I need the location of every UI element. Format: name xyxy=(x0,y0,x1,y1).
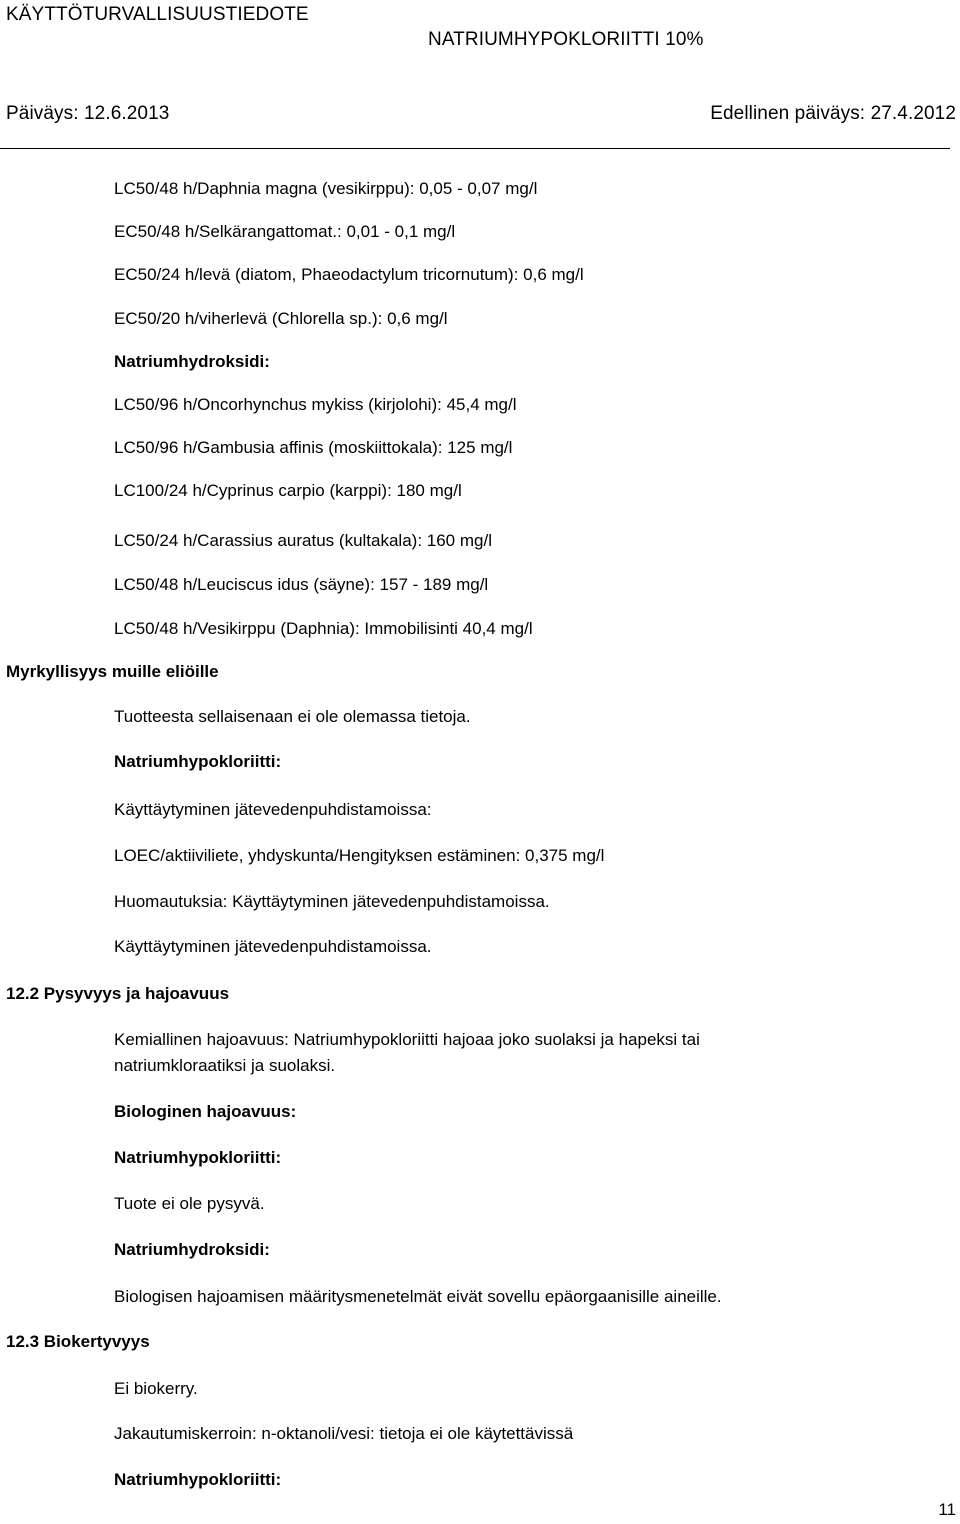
header-divider xyxy=(0,148,950,149)
substance-heading: Natriumhypokloriitti: xyxy=(114,1470,282,1489)
data-line: LC50/24 h/Carassius auratus (kultakala): 160 mg/l xyxy=(114,531,492,550)
data-line: Käyttäytyminen jätevedenpuhdistamoissa. xyxy=(114,937,432,956)
data-line: LC50/48 h/Daphnia magna (vesikirppu): 0,05 - 0,07 mg/l xyxy=(114,179,538,198)
substance-heading: Natriumhydroksidi: xyxy=(114,1240,270,1259)
data-line: EC50/20 h/viherlevä (Chlorella sp.): 0,6 mg/l xyxy=(114,309,448,328)
data-line: Käyttäytyminen jätevedenpuhdistamoissa: xyxy=(114,800,432,819)
data-line: Tuotteesta sellaisenaan ei ole olemassa tietoja. xyxy=(114,707,471,726)
substance-heading: Natriumhydroksidi: xyxy=(114,352,270,371)
data-line: LC50/96 h/Gambusia affinis (moskiittokala): 125 mg/l xyxy=(114,438,513,457)
data-line: Tuote ei ole pysyvä. xyxy=(114,1194,265,1213)
section-heading-other-organisms: Myrkyllisyys muille eliöille xyxy=(6,662,219,681)
data-line: LC50/96 h/Oncorhynchus mykiss (kirjolohi): 45,4 mg/l xyxy=(114,395,517,414)
data-line: LC50/48 h/Vesikirppu (Daphnia): Immobilisinti 40,4 mg/l xyxy=(114,619,533,638)
data-line: Ei biokerry. xyxy=(114,1379,198,1398)
data-line: EC50/24 h/levä (diatom, Phaeodactylum tricornutum): 0,6 mg/l xyxy=(114,265,584,284)
previous-date: Edellinen päiväys: 27.4.2012 xyxy=(710,103,956,124)
biological-degradation-heading: Biologinen hajoavuus: xyxy=(114,1102,297,1121)
data-line: LOEC/aktiiviliete, yhdyskunta/Hengityksen estäminen: 0,375 mg/l xyxy=(114,846,605,865)
section-heading-12-3: 12.3 Biokertyvyys xyxy=(6,1332,150,1351)
data-line: LC50/48 h/Leuciscus idus (säyne): 157 - 189 mg/l xyxy=(114,575,489,594)
substance-heading: Natriumhypokloriitti: xyxy=(114,1148,282,1167)
document-type-title: KÄYTTÖTURVALLISUUSTIEDOTE xyxy=(6,4,309,25)
data-line: EC50/48 h/Selkärangattomat.: 0,01 - 0,1 mg/l xyxy=(114,222,456,241)
data-line: LC100/24 h/Cyprinus carpio (karppi): 180 mg/l xyxy=(114,481,462,500)
data-line: Biologisen hajoamisen määritysmenetelmät eivät sovellu epäorgaanisille aineille. xyxy=(114,1287,722,1306)
product-name: NATRIUMHYPOKLORIITTI 10% xyxy=(428,29,704,50)
section-heading-12-2: 12.2 Pysyvyys ja hajoavuus xyxy=(6,984,230,1003)
data-line: Jakautumiskerroin: n-oktanoli/vesi: tietoja ei ole käytettävissä xyxy=(114,1424,574,1443)
substance-heading: Natriumhypokloriitti: xyxy=(114,752,282,771)
page-number: 11 xyxy=(938,1500,956,1519)
chemical-degradation-paragraph: Kemiallinen hajoavuus: Natriumhypokloriitti hajoaa joko suolaksi ja hapeksi tai natriumkloraatiksi ja suolaksi. xyxy=(114,1030,700,1075)
issue-date: Päiväys: 12.6.2013 xyxy=(6,103,170,124)
data-line: Huomautuksia: Käyttäytyminen jätevedenpuhdistamoissa. xyxy=(114,892,550,911)
